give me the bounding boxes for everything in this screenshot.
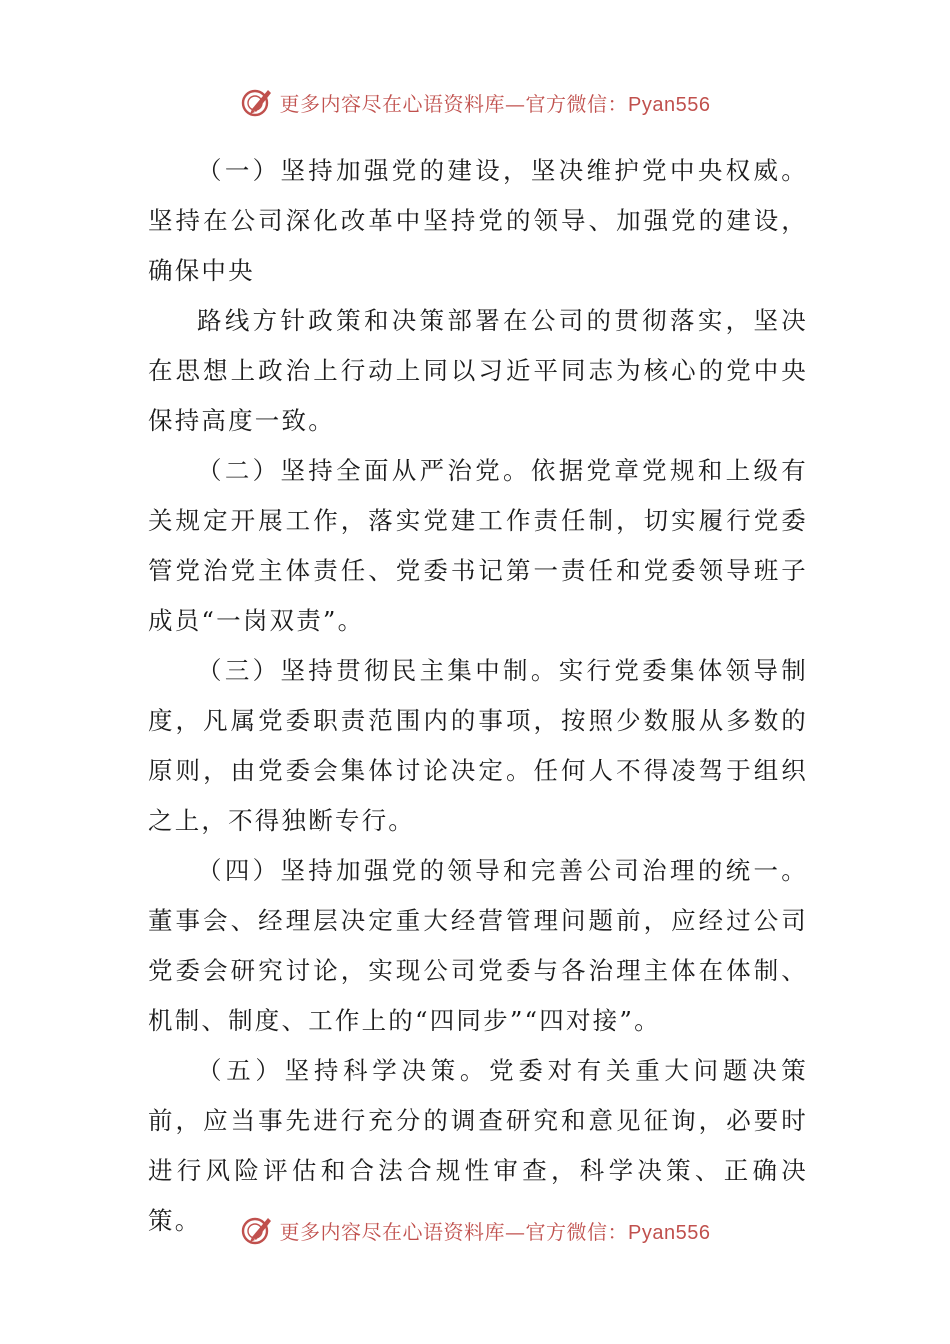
watermark-label: 官方微信： [525,91,629,116]
watermark-wechat-id: Pyan556 [628,1221,711,1244]
footer-watermark [0,1208,950,1252]
paragraph-2: 路线方针政策和决策部署在公司的贯彻落实，坚决在思想上政治上行动上同以习近平同志为核心的党中央保持高度一致。 [148,306,808,435]
watermark-label: 官方微信： [525,1219,629,1244]
watermark-separator: — [505,1219,526,1244]
paragraph-6: （五）坚持科学决策。党委对有关重大问题决策前，应当事先进行充分的调查研究和意见征询，必要时进行风险评估和合法合规性审查，科学决策、正确决策。 [148,1056,808,1235]
pen-seal-icon [240,1213,274,1247]
paragraph-3: （二）坚持全面从严治党。依据党章党规和上级有关规定开展工作，落实党建工作责任制，切实履行党委管党治党主体责任、党委书记第一责任和党委领导班子成员“一岗双责”。 [148,456,808,635]
watermark-text: 更多内容尽在心语资料库 [279,91,506,116]
paragraph-5: （四）坚持加强党的领导和完善公司治理的统一。董事会、经理层决定重大经营管理问题前，应经过公司党委会研究讨论，实现公司党委与各治理主体在体制、机制、制度、工作上的“四同步”“四对接”。 [148,856,808,1035]
watermark-separator: — [505,91,526,116]
paragraph-4: （三）坚持贯彻民主集中制。实行党委集体领导制度，凡属党委职责范围内的事项，按照少数服从多数的原则，由党委会集体讨论决定。任何人不得凌驾于组织之上，不得独断专行。 [148,656,808,835]
paragraph-1: （一）坚持加强党的建设，坚决维护党中央权威。坚持在公司深化改革中坚持党的领导、加强党的建设，确保中央 [148,156,808,285]
watermark-wechat-id: Pyan556 [628,93,711,116]
pen-seal-icon [240,85,274,119]
header-watermark [0,80,950,124]
watermark-text: 更多内容尽在心语资料库 [279,1219,506,1244]
document-body [148,146,808,1246]
